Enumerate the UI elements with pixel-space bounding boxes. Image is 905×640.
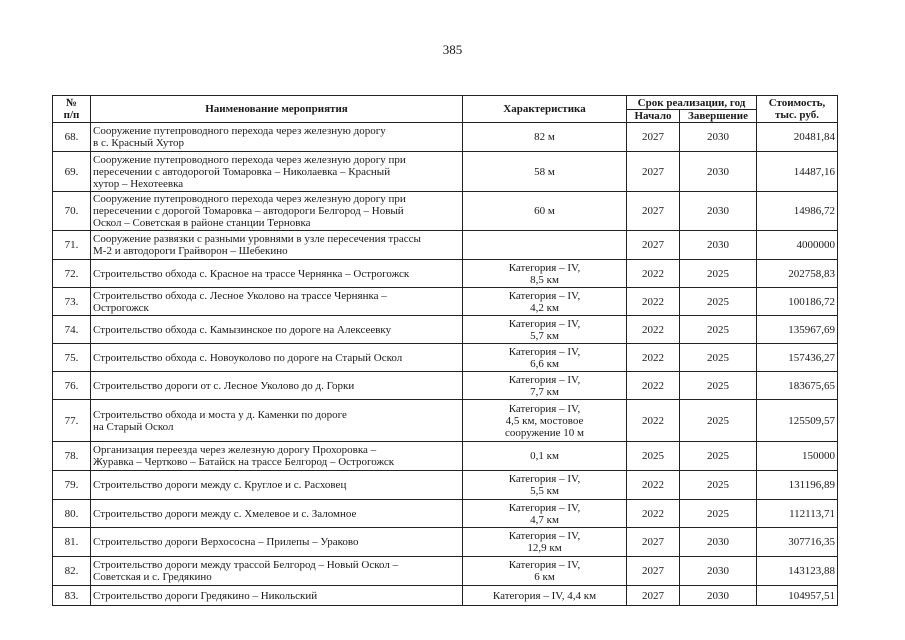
row-number: 80. [53,500,91,528]
row-start-year: 2022 [627,316,680,344]
table-body [53,123,838,606]
row-name: Сооружение путепроводного перехода через железную дорогу в с. Красный Хутор [91,123,463,152]
row-cost: 143123,88 [757,557,838,586]
row-start-year: 2022 [627,400,680,442]
row-name: Строительство обхода с. Лесное Уколово на трассе Чернянка – Острогожск [91,288,463,316]
row-characteristic: 60 м [463,192,627,231]
row-cost: 157436,27 [757,344,838,372]
row-name: Строительство дороги между с. Хмелевое и с. Заломное [91,500,463,528]
table-row [53,260,838,288]
row-cost: 202758,83 [757,260,838,288]
table-row [53,231,838,260]
row-name: Строительство обхода с. Красное на трассе Чернянка – Острогожск [91,260,463,288]
row-start-year: 2022 [627,500,680,528]
row-cost: 131196,89 [757,471,838,500]
header-name: Наименование мероприятия [91,96,463,123]
row-start-year: 2022 [627,344,680,372]
row-end-year: 2030 [680,528,757,557]
row-end-year: 2025 [680,372,757,400]
table-row [53,372,838,400]
row-number: 74. [53,316,91,344]
row-cost: 135967,69 [757,316,838,344]
row-characteristic: Категория – IV, 4,5 км, мостовое сооружение 10 м [463,400,627,442]
row-name: Строительство дороги Верхососна – Прилепы – Ураково [91,528,463,557]
row-start-year: 2027 [627,586,680,606]
row-number: 77. [53,400,91,442]
row-cost: 125509,57 [757,400,838,442]
measures-table [52,95,838,606]
row-end-year: 2025 [680,442,757,471]
row-number: 72. [53,260,91,288]
table-row [53,152,838,192]
page-number: 385 [442,42,463,57]
row-number: 78. [53,442,91,471]
row-start-year: 2022 [627,260,680,288]
row-start-year: 2022 [627,372,680,400]
row-end-year: 2025 [680,400,757,442]
row-name: Строительство обхода с. Новоуколово по дороге на Старый Оскол [91,344,463,372]
table-row [53,288,838,316]
header-cost: Стоимость, тыс. руб. [757,96,838,123]
row-end-year: 2030 [680,152,757,192]
row-start-year: 2022 [627,471,680,500]
row-characteristic: Категория – IV, 8,5 км [463,260,627,288]
table-row [53,192,838,231]
row-cost: 112113,71 [757,500,838,528]
header-characteristic: Характеристика [463,96,627,123]
row-name: Строительство дороги от с. Лесное Уколово до д. Горки [91,372,463,400]
row-cost: 14986,72 [757,192,838,231]
row-name: Сооружение путепроводного перехода через железную дорогу при пересечении с дорогой Томаровка – автодороги Белгород – Новый Оскол – Советская в районе станции Терновка [91,192,463,231]
row-start-year: 2027 [627,192,680,231]
table-row [53,123,838,152]
row-start-year: 2027 [627,557,680,586]
row-characteristic: Категория – IV, 7,7 км [463,372,627,400]
row-end-year: 2025 [680,288,757,316]
row-characteristic: 58 м [463,152,627,192]
row-end-year: 2025 [680,260,757,288]
row-end-year: 2025 [680,500,757,528]
row-number: 68. [53,123,91,152]
row-start-year: 2025 [627,442,680,471]
table-row [53,528,838,557]
row-characteristic: Категория – IV, 6 км [463,557,627,586]
row-cost: 183675,65 [757,372,838,400]
table-row [53,316,838,344]
row-characteristic: Категория – IV, 5,5 км [463,471,627,500]
row-start-year: 2027 [627,123,680,152]
row-characteristic: Категория – IV, 4,7 км [463,500,627,528]
row-cost: 20481,84 [757,123,838,152]
table-row [53,586,838,606]
row-characteristic: 82 м [463,123,627,152]
row-end-year: 2025 [680,344,757,372]
row-name: Сооружение путепроводного перехода через железную дорогу при пересечении с автодорогой Томаровка – Николаевка – Красный хутор – Нехотеевка [91,152,463,192]
row-characteristic: Категория – IV, 12,9 км [463,528,627,557]
row-start-year: 2027 [627,231,680,260]
row-end-year: 2030 [680,123,757,152]
row-cost: 100186,72 [757,288,838,316]
row-number: 79. [53,471,91,500]
row-characteristic: Категория – IV, 4,4 км [463,586,627,606]
row-cost: 14487,16 [757,152,838,192]
row-name: Строительство обхода с. Камызинское по дороге на Алексеевку [91,316,463,344]
header-start: Начало [627,110,680,123]
table-row [53,400,838,442]
row-number: 81. [53,528,91,557]
row-number: 75. [53,344,91,372]
row-number: 69. [53,152,91,192]
row-end-year: 2030 [680,192,757,231]
row-end-year: 2025 [680,471,757,500]
row-number: 82. [53,557,91,586]
row-characteristic: Категория – IV, 5,7 км [463,316,627,344]
row-name: Строительство дороги между трассой Белгород – Новый Оскол – Советская и с. Гредякино [91,557,463,586]
row-end-year: 2030 [680,231,757,260]
row-end-year: 2030 [680,586,757,606]
header-period: Срок реализации, год [627,96,757,110]
row-characteristic [463,231,627,260]
table-row [53,500,838,528]
table-row [53,344,838,372]
table-row [53,557,838,586]
table-row [53,442,838,471]
row-name: Организация переезда через железную дорогу Прохоровка – Журавка – Чертково – Батайск на трассе Белгород – Острогожск [91,442,463,471]
row-cost: 104957,51 [757,586,838,606]
row-number: 71. [53,231,91,260]
header-end: Завершение [680,110,757,123]
row-cost: 307716,35 [757,528,838,557]
row-characteristic: Категория – IV, 6,6 км [463,344,627,372]
row-cost: 4000000 [757,231,838,260]
row-end-year: 2030 [680,557,757,586]
row-end-year: 2025 [680,316,757,344]
row-name: Строительство дороги Гредякино – Никольский [91,586,463,606]
row-name: Сооружение развязки с разными уровнями в узле пересечения трассы М-2 и автодороги Грайворон – Шебекино [91,231,463,260]
row-characteristic: 0,1 км [463,442,627,471]
row-cost: 150000 [757,442,838,471]
row-start-year: 2027 [627,152,680,192]
row-name: Строительство обхода и моста у д. Каменки по дороге на Старый Оскол [91,400,463,442]
row-start-year: 2022 [627,288,680,316]
row-number: 76. [53,372,91,400]
row-number: 73. [53,288,91,316]
row-name: Строительство дороги между с. Круглое и с. Расховец [91,471,463,500]
row-number: 83. [53,586,91,606]
table-row [53,471,838,500]
header-num: № п/п [53,96,91,123]
row-number: 70. [53,192,91,231]
row-start-year: 2027 [627,528,680,557]
row-characteristic: Категория – IV, 4,2 км [463,288,627,316]
